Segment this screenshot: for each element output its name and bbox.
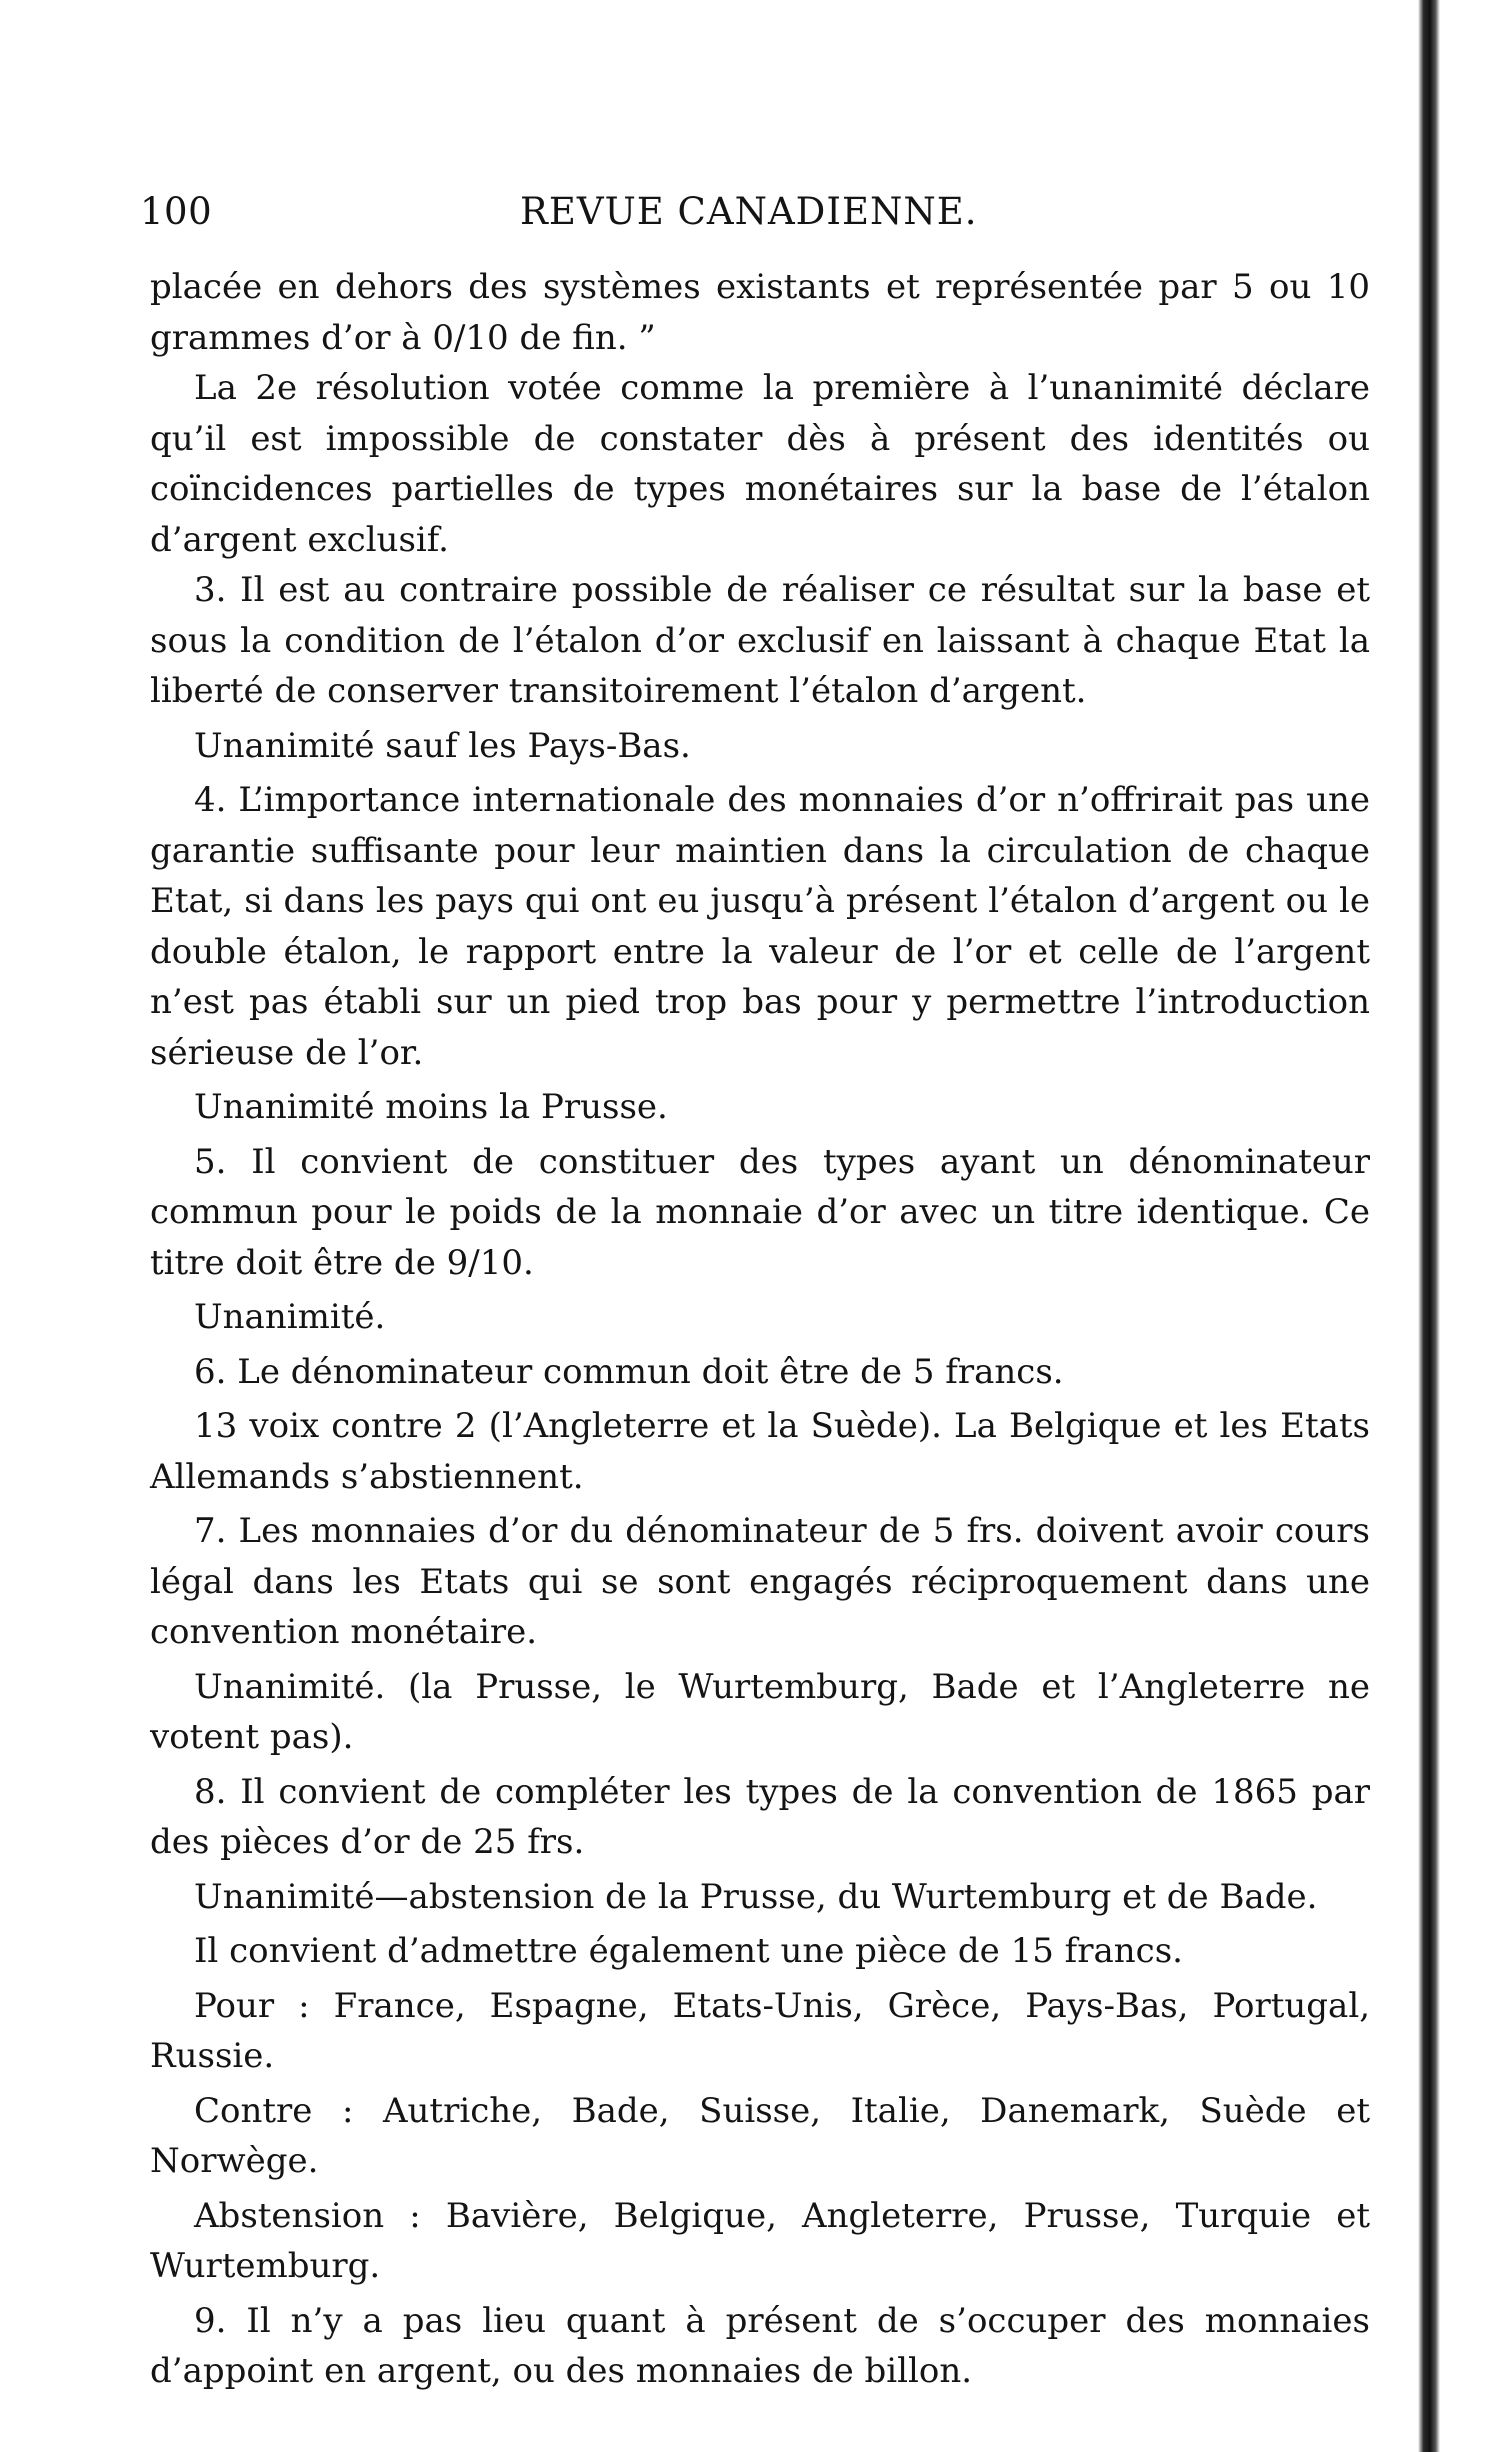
vote-pour: Pour : France, Espagne, Etats-Unis, Grèce, Pays-Bas, Portugal, Russie. bbox=[150, 1985, 1370, 2076]
running-header bbox=[140, 190, 1360, 240]
paragraph-resolution-9: 9. Il n’y a pas lieu quant à présent de s’occuper des monnaies d’appoint en argent, ou des monnaies de billon. bbox=[150, 2300, 1370, 2391]
paragraph-resolution-3: 3. Il est au contraire possible de réaliser ce résultat sur la base et sous la condition de l’étalon d’or exclusif en laissant à chaque Etat la liberté de conserver transitoirement l’étalon d’argent. bbox=[150, 570, 1370, 711]
paragraph-resolution-8: 8. Il convient de compléter les types de la convention de 1865 par des pièces d’or de 25 frs. bbox=[150, 1771, 1370, 1862]
vote-result-6: 13 voix contre 2 (l’Angleterre et la Suède). La Belgique et les Etats Allemands s’abstiennent. bbox=[150, 1406, 1370, 1497]
paragraph-resolution-6: 6. Le dénominateur commun doit être de 5 francs. bbox=[194, 1351, 1064, 1392]
vote-result-7: Unanimité. (la Prusse, le Wurtemburg, Bade et l’Angleterre ne votent pas). bbox=[150, 1666, 1370, 1757]
running-title: REVUE CANADIENNE. bbox=[520, 190, 978, 233]
vote-result-4: Unanimité moins la Prusse. bbox=[194, 1087, 668, 1127]
paragraph-resolution-5: 5. Il convient de constituer des types ayant un dénominateur commun pour le poids de la monnaie d’or avec un titre identique. Ce titre doit être de 9/10. bbox=[150, 1141, 1370, 1283]
page-edge-shadow bbox=[1418, 0, 1440, 2452]
paragraph-resolution-2: La 2e résolution votée comme la première à l’unanimité déclare qu’il est impossible de constater dès à présent des identités ou coïncidences partielles de types monétaires sur la base de l’étalon d’argent exclusif. bbox=[150, 368, 1370, 560]
page-number: 100 bbox=[140, 190, 213, 233]
body-text bbox=[150, 262, 1370, 2397]
vote-result-5: Unanimité. bbox=[194, 1297, 386, 1337]
vote-result-3: Unanimité sauf les Pays-Bas. bbox=[194, 725, 691, 766]
vote-result-8: Unanimité—abstension de la Prusse, du Wurtemburg et de Bade. bbox=[194, 1876, 1318, 1917]
paragraph-resolution-4: 4. L’importance internationale des monnaies d’or n’offrirait pas une garantie suffisante pour leur maintien dans la circulation de chaque Etat, si dans les pays qui ont eu jusqu’à présent l’étalon d’argent ou le double étalon, le rapport entre la valeur de l’or et celle de l’argent n’est pas établi sur un pied trop bas pour y permettre l’introduction sérieuse de l’or. bbox=[150, 780, 1370, 1073]
paragraph-continuation: placée en dehors des systèmes existants et représentée par 5 ou 10 grammes d’or à 0/10 de fin. ” bbox=[150, 267, 1370, 358]
paragraph-15-francs: Il convient d’admettre également une pièce de 15 francs. bbox=[194, 1931, 1183, 1971]
paragraph-resolution-7: 7. Les monnaies d’or du dénominateur de 5 frs. doivent avoir cours légal dans les Etats qui se sont engagés réciproquement dans une convention monétaire. bbox=[150, 1511, 1370, 1652]
vote-abstension: Abstension : Bavière, Belgique, Angleterre, Prusse, Turquie et Wurtemburg. bbox=[150, 2195, 1370, 2286]
vote-contre: Contre : Autriche, Bade, Suisse, Italie, Danemark, Suède et Norwège. bbox=[150, 2090, 1370, 2181]
